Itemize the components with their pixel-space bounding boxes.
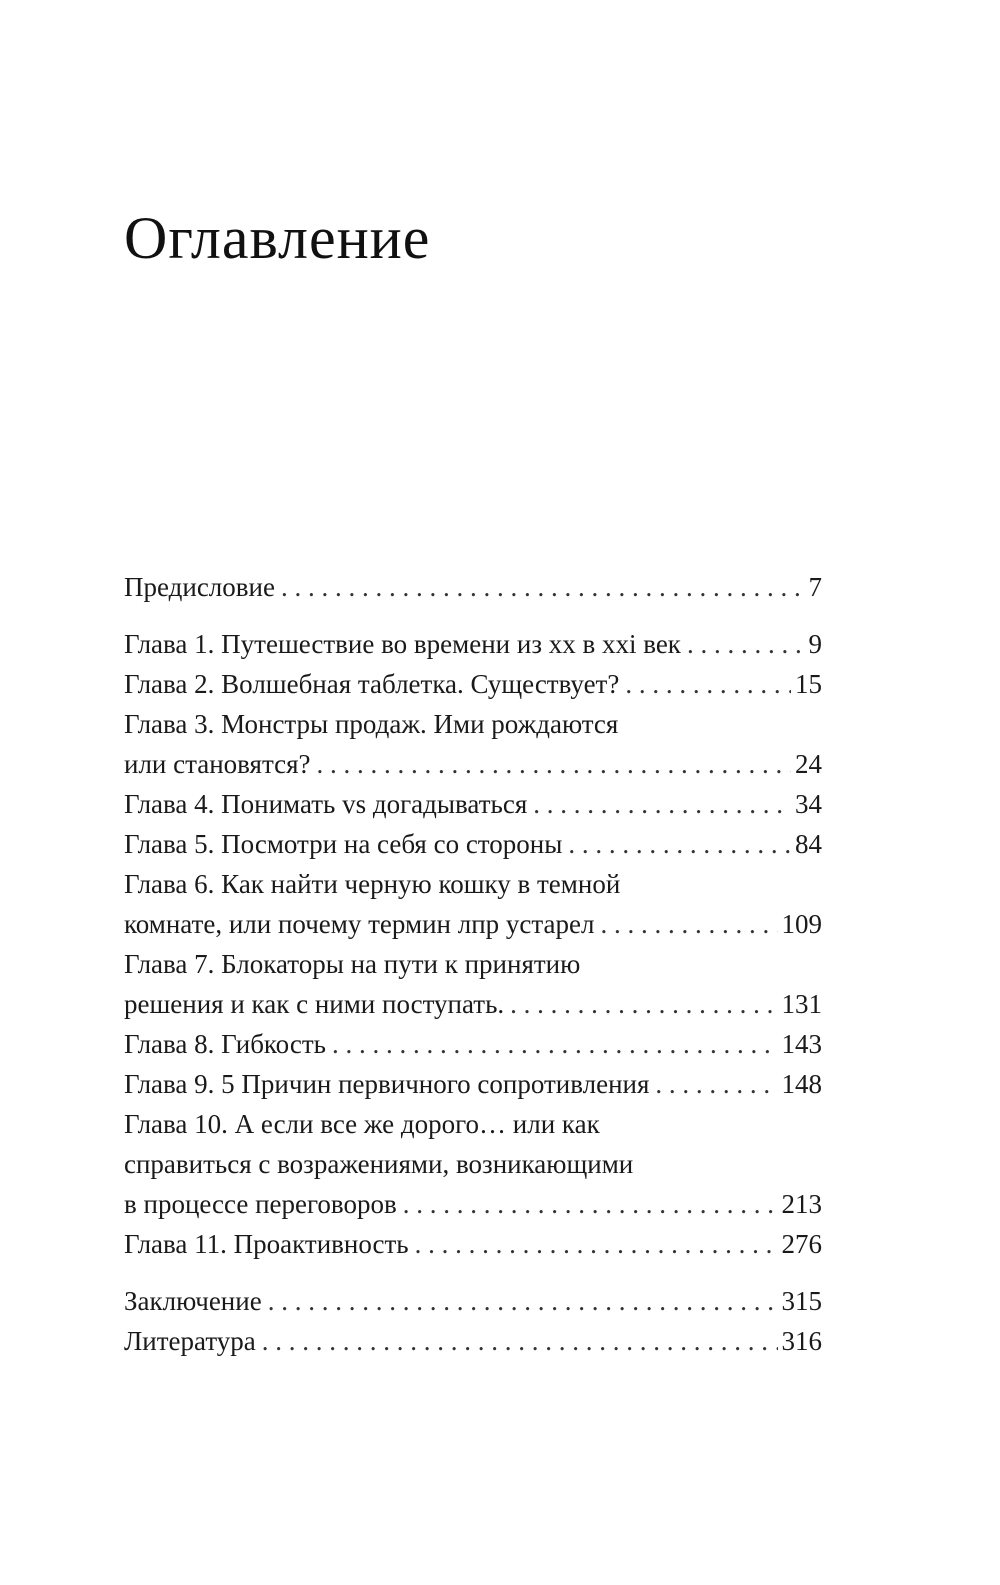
toc-entry-line [124, 664, 822, 704]
toc-entry-line [124, 1064, 822, 1104]
toc-entry-title: Глава 5. Посмотри на себя со стороны [124, 829, 563, 859]
toc-entry-title: Глава 4. Понимать vs догадываться [124, 789, 528, 819]
toc-leader-dots [568, 824, 791, 864]
toc-leader-dots [332, 1024, 778, 1064]
toc-entry-title: Глава 8. Гибкость [124, 1029, 326, 1059]
toc-entry-title: Глава 7. Блокаторы на пути к принятию [124, 949, 581, 979]
toc-entry-chapter-7[interactable] [124, 944, 822, 1024]
toc-entry-preface[interactable] [124, 567, 822, 607]
toc-page-number: 276 [781, 1229, 822, 1259]
toc-leader-dots [687, 624, 805, 664]
toc-entry-chapter-10[interactable] [124, 1104, 822, 1224]
toc-leader-dots [281, 567, 805, 607]
toc-leader-dots [510, 984, 777, 1024]
toc-entry-title: Глава 2. Волшебная таблетка. Существует? [124, 669, 620, 699]
toc-entry-title: Глава 6. Как найти черную кошку в темной [124, 869, 621, 899]
toc-entry-title: Глава 3. Монстры продаж. Ими рождаются [124, 709, 619, 739]
toc-entry-line [124, 1281, 822, 1321]
toc-leader-dots [600, 904, 777, 944]
toc-entry-chapter-6[interactable] [124, 864, 822, 944]
toc-entry-line [124, 1321, 822, 1361]
toc-entry-line [124, 744, 822, 784]
toc-entry-title: Заключение [124, 1286, 262, 1316]
toc-leader-dots [655, 1064, 777, 1104]
toc-page-number: 131 [781, 989, 822, 1019]
toc-entry-line [124, 824, 822, 864]
toc-entry-line [124, 1224, 822, 1264]
toc-leader-dots [262, 1321, 778, 1361]
toc-leader-dots [533, 784, 791, 824]
toc-page-number: 84 [795, 829, 822, 859]
toc-entry-line [124, 1184, 822, 1224]
toc-entry-title: Глава 10. А если все же дорого… или как [124, 1109, 600, 1139]
toc-leader-dots [415, 1224, 778, 1264]
toc-entry-title: Предисловие [124, 572, 275, 602]
toc-entry-title: Глава 11. Проактивность [124, 1229, 409, 1259]
toc-page-number: 15 [795, 669, 822, 699]
toc-entry-line [124, 984, 822, 1024]
toc-entry-line [124, 1024, 822, 1064]
toc-entry-chapter-2[interactable] [124, 664, 822, 704]
toc-entry-line [124, 567, 822, 607]
toc-page-number: 315 [781, 1286, 822, 1316]
toc-leader-dots [625, 664, 791, 704]
toc-page-number: 7 [808, 572, 822, 602]
toc-leader-dots [403, 1184, 778, 1224]
toc-page-number: 109 [781, 909, 822, 939]
toc-entry-chapter-3[interactable] [124, 704, 822, 784]
page-title: Оглавление [124, 205, 431, 271]
toc-page-number: 143 [781, 1029, 822, 1059]
toc-entry-title-continued: справиться с возражениями, возникающими [124, 1149, 634, 1179]
table-of-contents [124, 567, 822, 1361]
toc-entry-chapter-8[interactable] [124, 1024, 822, 1064]
toc-page-number: 316 [781, 1326, 822, 1356]
toc-entry-chapter-5[interactable] [124, 824, 822, 864]
toc-entry-title-continued: решения и как с ними поступать. [124, 989, 505, 1019]
toc-page-number: 9 [808, 629, 822, 659]
toc-entry-chapter-9[interactable] [124, 1064, 822, 1104]
toc-page-number: 213 [781, 1189, 822, 1219]
toc-entry-title-continued: комнате, или почему термин лпр устарел [124, 909, 595, 939]
toc-entry-title-continued: в процессе переговоров [124, 1189, 397, 1219]
toc-entry-title-continued: или становятся? [124, 749, 311, 779]
toc-entry-chapter-4[interactable] [124, 784, 822, 824]
toc-entry-conclusion[interactable] [124, 1281, 822, 1321]
toc-page-number: 148 [781, 1069, 822, 1099]
toc-entry-bibliography[interactable] [124, 1321, 822, 1361]
toc-entry-chapter-1[interactable] [124, 624, 822, 664]
toc-entry-chapter-11[interactable] [124, 1224, 822, 1264]
toc-entry-line [124, 904, 822, 944]
toc-leader-dots [268, 1281, 778, 1321]
toc-entry-line [124, 624, 822, 664]
toc-entry-title: Литература [124, 1326, 256, 1356]
toc-entry-title: Глава 9. 5 Причин первичного сопротивления [124, 1069, 650, 1099]
toc-entry-title: Глава 1. Путешествие во времени из xx в xxi век [124, 629, 681, 659]
toc-page-number: 24 [795, 749, 822, 779]
toc-leader-dots [317, 744, 792, 784]
toc-entry-line [124, 784, 822, 824]
toc-page-number: 34 [795, 789, 822, 819]
